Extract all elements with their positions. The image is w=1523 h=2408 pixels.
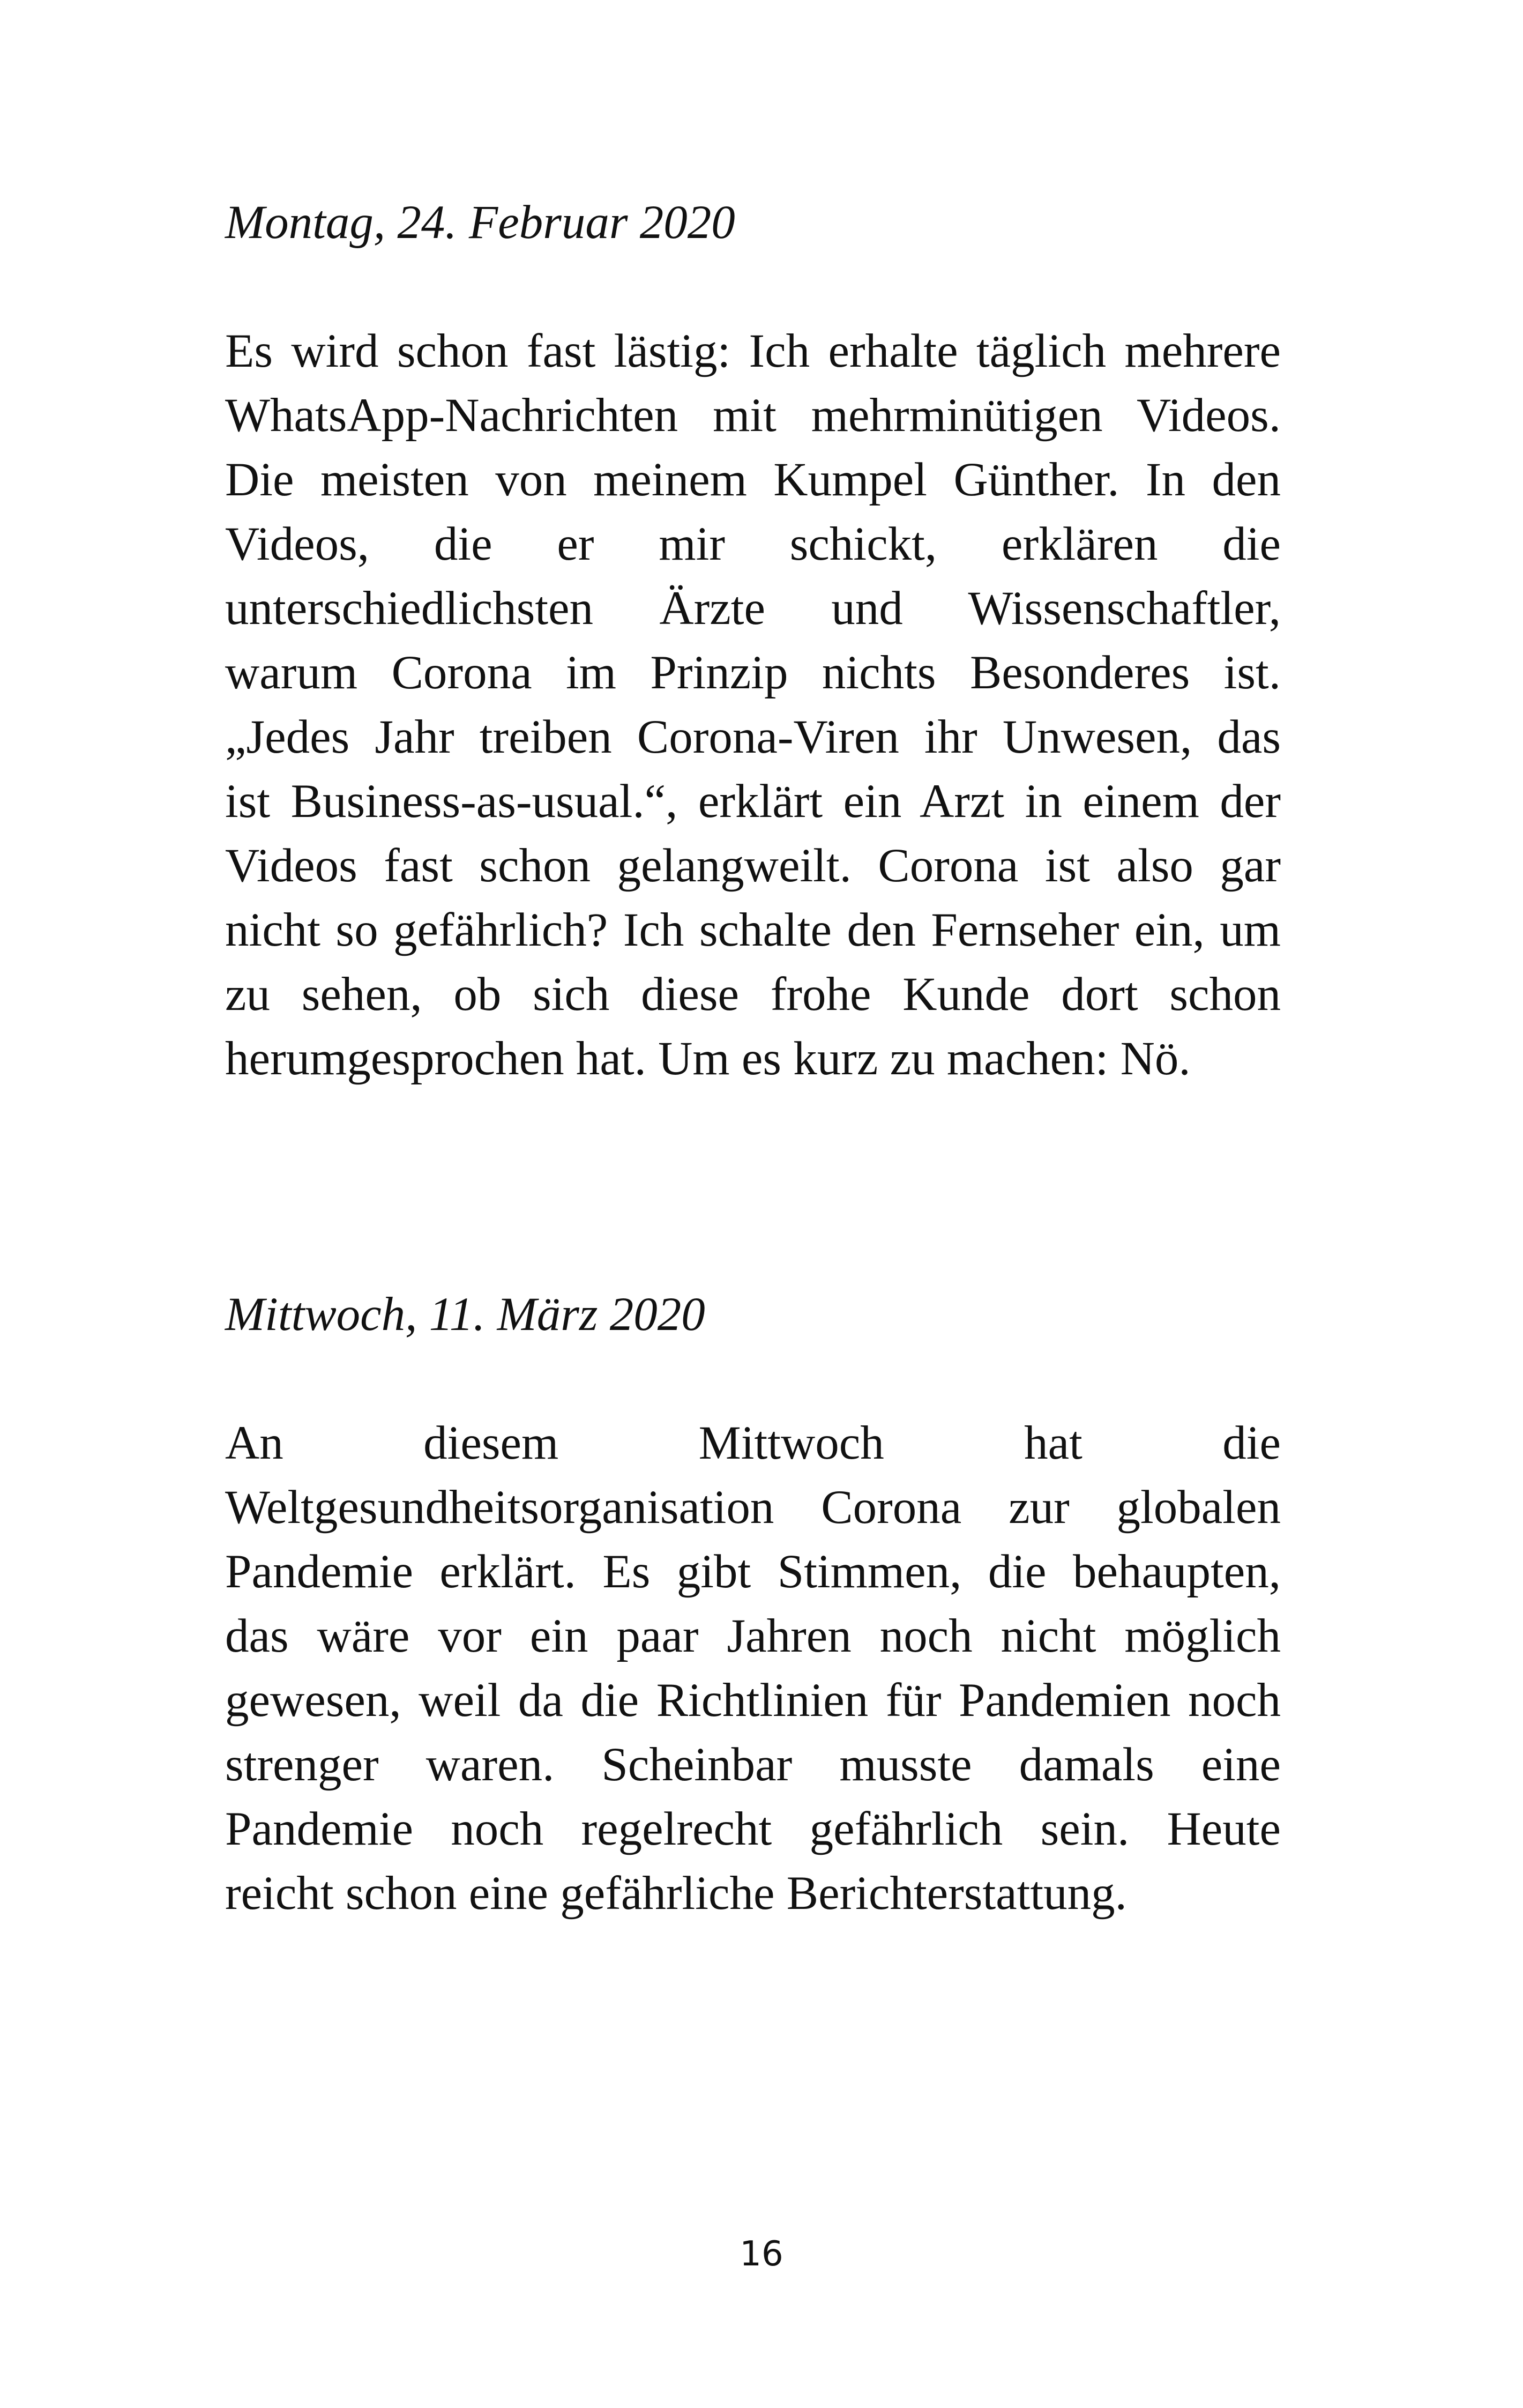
entry-body-paragraph	[225, 1411, 1281, 1926]
paragraph-line: herumgesprochen hat. Um es kurz zu machen: Nö.	[225, 1032, 1191, 1085]
paragraph-line: Pandemie noch regelrecht gefährlich sein. Heute	[225, 1803, 1281, 1855]
paragraph-line: das wäre vor ein paar Jahren noch nicht möglich	[225, 1610, 1281, 1662]
paragraph-line: strenger waren. Scheinbar musste damals eine	[225, 1738, 1281, 1791]
page-number: 16	[740, 2234, 783, 2274]
entry-date-heading: Mittwoch, 11. März 2020	[225, 1288, 705, 1341]
paragraph-line: Pandemie erklärt. Es gibt Stimmen, die behaupten,	[225, 1545, 1281, 1598]
paragraph-line: warum Corona im Prinzip nichts Besonderes ist.	[225, 646, 1281, 699]
paragraph-line: WhatsApp-Nachrichten mit mehrminütigen Videos.	[225, 389, 1281, 442]
paragraph-line: unterschiedlichsten Ärzte und Wissenschaftler,	[225, 582, 1281, 635]
entry-date-heading: Montag, 24. Februar 2020	[225, 196, 735, 249]
paragraph-line: Videos, die er mir schickt, erklären die	[225, 518, 1281, 570]
paragraph-line: gewesen, weil da die Richtlinien für Pandemien noch	[225, 1674, 1281, 1727]
paragraph-line: Videos fast schon gelangweilt. Corona ist also gar	[225, 839, 1281, 892]
paragraph-line: „Jedes Jahr treiben Corona-Viren ihr Unwesen, das	[225, 711, 1281, 763]
paragraph-line: nicht so gefährlich? Ich schalte den Fernseher ein, um	[225, 904, 1281, 956]
paragraph-line: reicht schon eine gefährliche Berichterstattung.	[225, 1867, 1127, 1920]
paragraph-line: An diesem Mittwoch hat die	[225, 1417, 1281, 1469]
paragraph-line: Die meisten von meinem Kumpel Günther. In den	[225, 454, 1281, 506]
paragraph-line: Weltgesundheitsorganisation Corona zur globalen	[225, 1481, 1281, 1534]
paragraph-line: zu sehen, ob sich diese frohe Kunde dort schon	[225, 968, 1281, 1021]
entry-body-paragraph	[225, 319, 1281, 1091]
paragraph-line: Es wird schon fast lästig: Ich erhalte täglich mehrere	[225, 325, 1281, 377]
paragraph-line: ist Business-as-usual.“, erklärt ein Arzt in einem der	[225, 775, 1281, 828]
